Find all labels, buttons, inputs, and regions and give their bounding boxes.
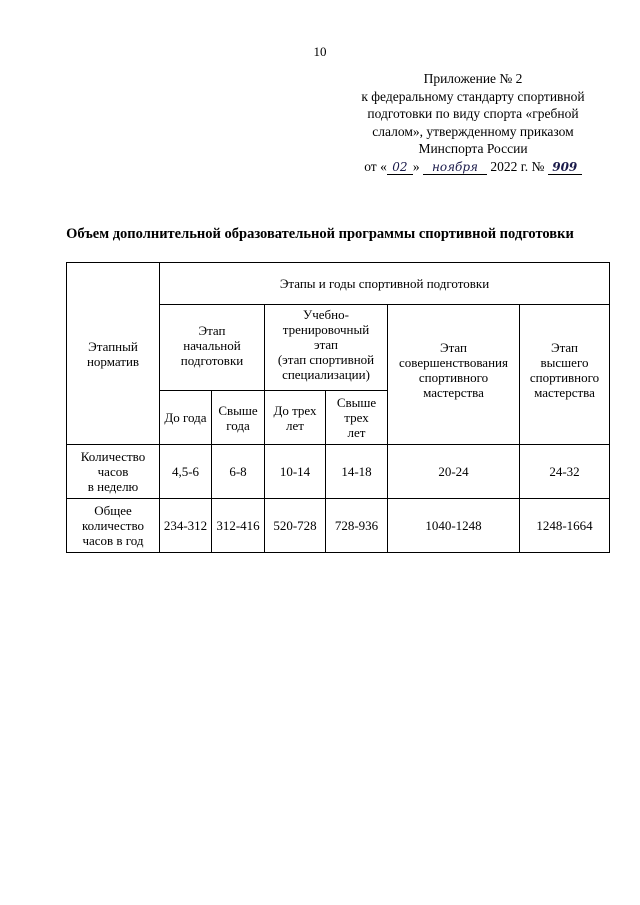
appendix-line: Приложение № 2 [423, 71, 523, 86]
handwritten-day: 02 [387, 160, 413, 175]
table-cell: 312-416 [212, 499, 265, 553]
subheader-up-to-year: До года [160, 391, 212, 445]
stage-header-training: Учебно- тренировочный этап (этап спортивной специализации) [265, 305, 388, 391]
table-cell: 6-8 [212, 445, 265, 499]
table-cell: 4,5-6 [160, 445, 212, 499]
handwritten-order-number: 909 [548, 160, 582, 175]
table-row [67, 499, 610, 553]
stage-header-higher: Этап высшего спортивного мастерства [520, 305, 610, 445]
table-row [67, 445, 610, 499]
page-number: 10 [313, 44, 327, 59]
date-year: 2022 г. № [490, 158, 545, 174]
appendix-line: слалом», утвержденному приказом [372, 123, 574, 139]
table-cell: 1248-1664 [520, 499, 610, 553]
handwritten-month: ноября [423, 160, 487, 175]
row-label: Общее количество часов в год [67, 499, 160, 553]
table-cell: 728-936 [326, 499, 388, 553]
table-cell: 1040-1248 [388, 499, 520, 553]
stage-header-improvement: Этап совершенствования спортивного мастерства [388, 305, 520, 445]
document-title: Объем дополнительной образовательной программы спортивной подготовки [66, 226, 574, 242]
subheader-over-year: Свыше года [212, 391, 265, 445]
corner-header: Этапный норматив [67, 263, 160, 445]
table-cell: 14-18 [326, 445, 388, 499]
order-date-line [330, 158, 616, 176]
stage-header-initial: Этап начальной подготовки [160, 305, 265, 391]
appendix-line: Минспорта России [418, 141, 528, 156]
table-cell: 234-312 [160, 499, 212, 553]
appendix-line: подготовки по виду спорта «гребной [367, 106, 579, 121]
row-label: Количество часов в неделю [67, 445, 160, 499]
appendix-block [330, 70, 616, 175]
subheader-up-to-three-years: До трех лет [265, 391, 326, 445]
table-cell: 10-14 [265, 445, 326, 499]
table-cell: 24-32 [520, 445, 610, 499]
subheader-over-three-years: Свыше трех лет [326, 391, 388, 445]
table-cell: 520-728 [265, 499, 326, 553]
norms-table [66, 262, 610, 553]
appendix-line: к федеральному стандарту спортивной [361, 88, 585, 104]
table-cell: 20-24 [388, 445, 520, 499]
date-prefix: от « [364, 158, 387, 174]
date-mid: » [412, 158, 420, 174]
stages-group-header: Этапы и годы спортивной подготовки [160, 263, 610, 305]
